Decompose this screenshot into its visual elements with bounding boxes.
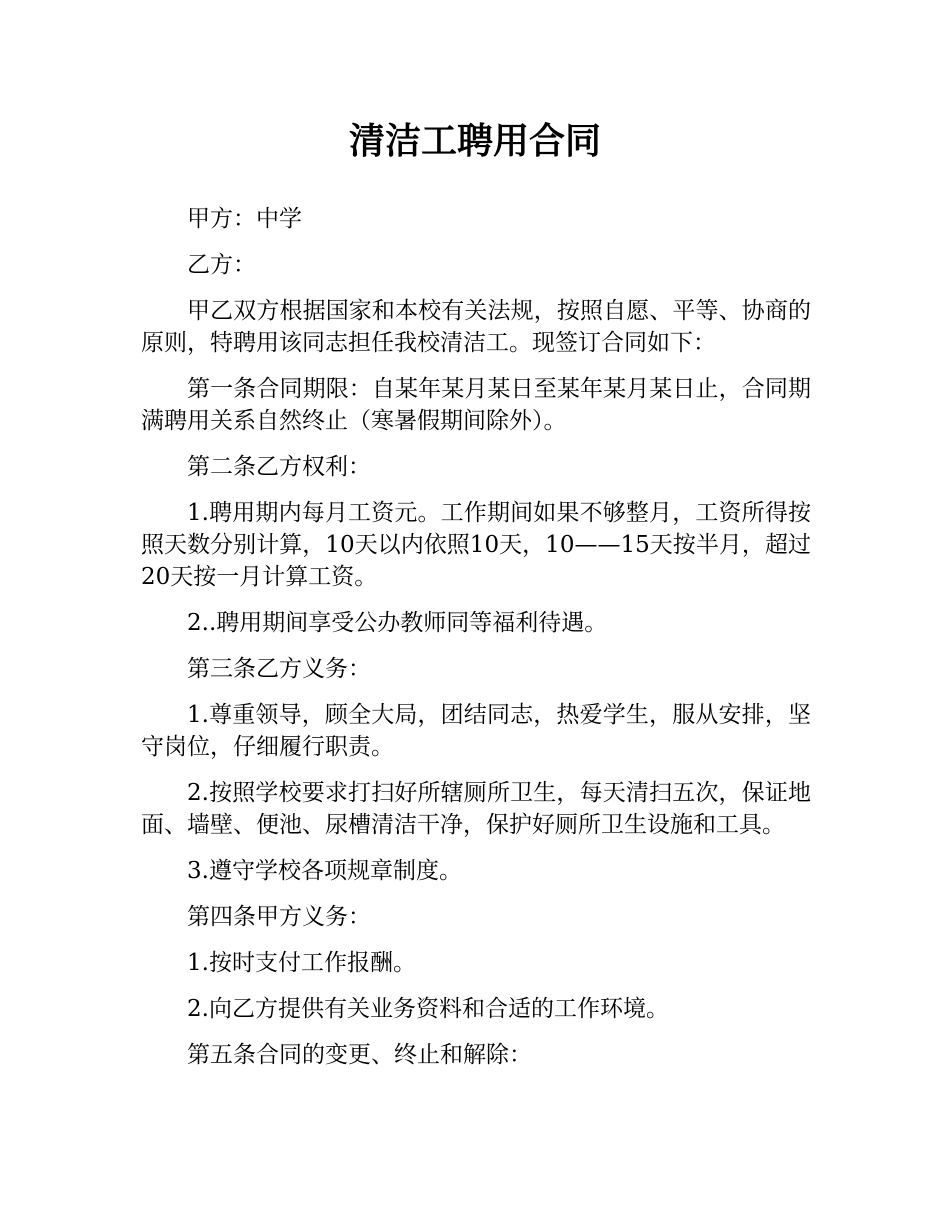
paragraph-article-3-item-1: 1.尊重领导，顾全大局，团结同志，热爱学生，服从安排，坚守岗位，仔细履行职责。: [141, 702, 811, 760]
paragraph-party-a: 甲方：中学: [187, 206, 302, 232]
paragraph-article-2-heading: 第二条乙方权利：: [187, 454, 371, 480]
paragraph-article-4-item-2: 2.向乙方提供有关业务资料和合适的工作环境。: [187, 996, 669, 1022]
paragraph-article-2-item-1: 1.聘用期内每月工资元。工作期间如果不够整月，工资所得按照天数分别计算，10天以内依照10天，10——15天按半月，超过20天按一月计算工资。: [141, 500, 811, 590]
paragraph-party-b: 乙方：: [187, 252, 256, 278]
paragraph-article-4-item-1: 1.按时支付工作报酬。: [187, 950, 416, 976]
document-title: 清洁工聘用合同: [348, 121, 601, 162]
paragraph-preamble: 甲乙双方根据国家和本校有关法规，按照自愿、平等、协商的原则，特聘用该同志担任我校清洁工。现签订合同如下：: [141, 298, 811, 356]
paragraph-article-2-item-2: 2..聘用期间享受公办教师同等福利待遇。: [187, 610, 608, 636]
paragraph-article-1: 第一条合同期限：自某年某月某日至某年某月某日止，合同期满聘用关系自然终止（寒暑假期间除外）。: [141, 376, 811, 434]
paragraph-article-5-heading: 第五条合同的变更、终止和解除：: [187, 1042, 532, 1068]
document-body: [141, 203, 811, 1085]
paragraph-article-4-heading: 第四条甲方义务：: [187, 904, 371, 930]
paragraph-article-3-item-2: 2.按照学校要求打扫好所辖厕所卫生，每天清扫五次，保证地面、墙壁、便池、尿槽清洁干净，保护好厕所卫生设施和工具。: [141, 780, 811, 838]
paragraph-article-3-item-3: 3.遵守学校各项规章制度。: [187, 858, 462, 884]
paragraph-article-3-heading: 第三条乙方义务：: [187, 656, 371, 682]
